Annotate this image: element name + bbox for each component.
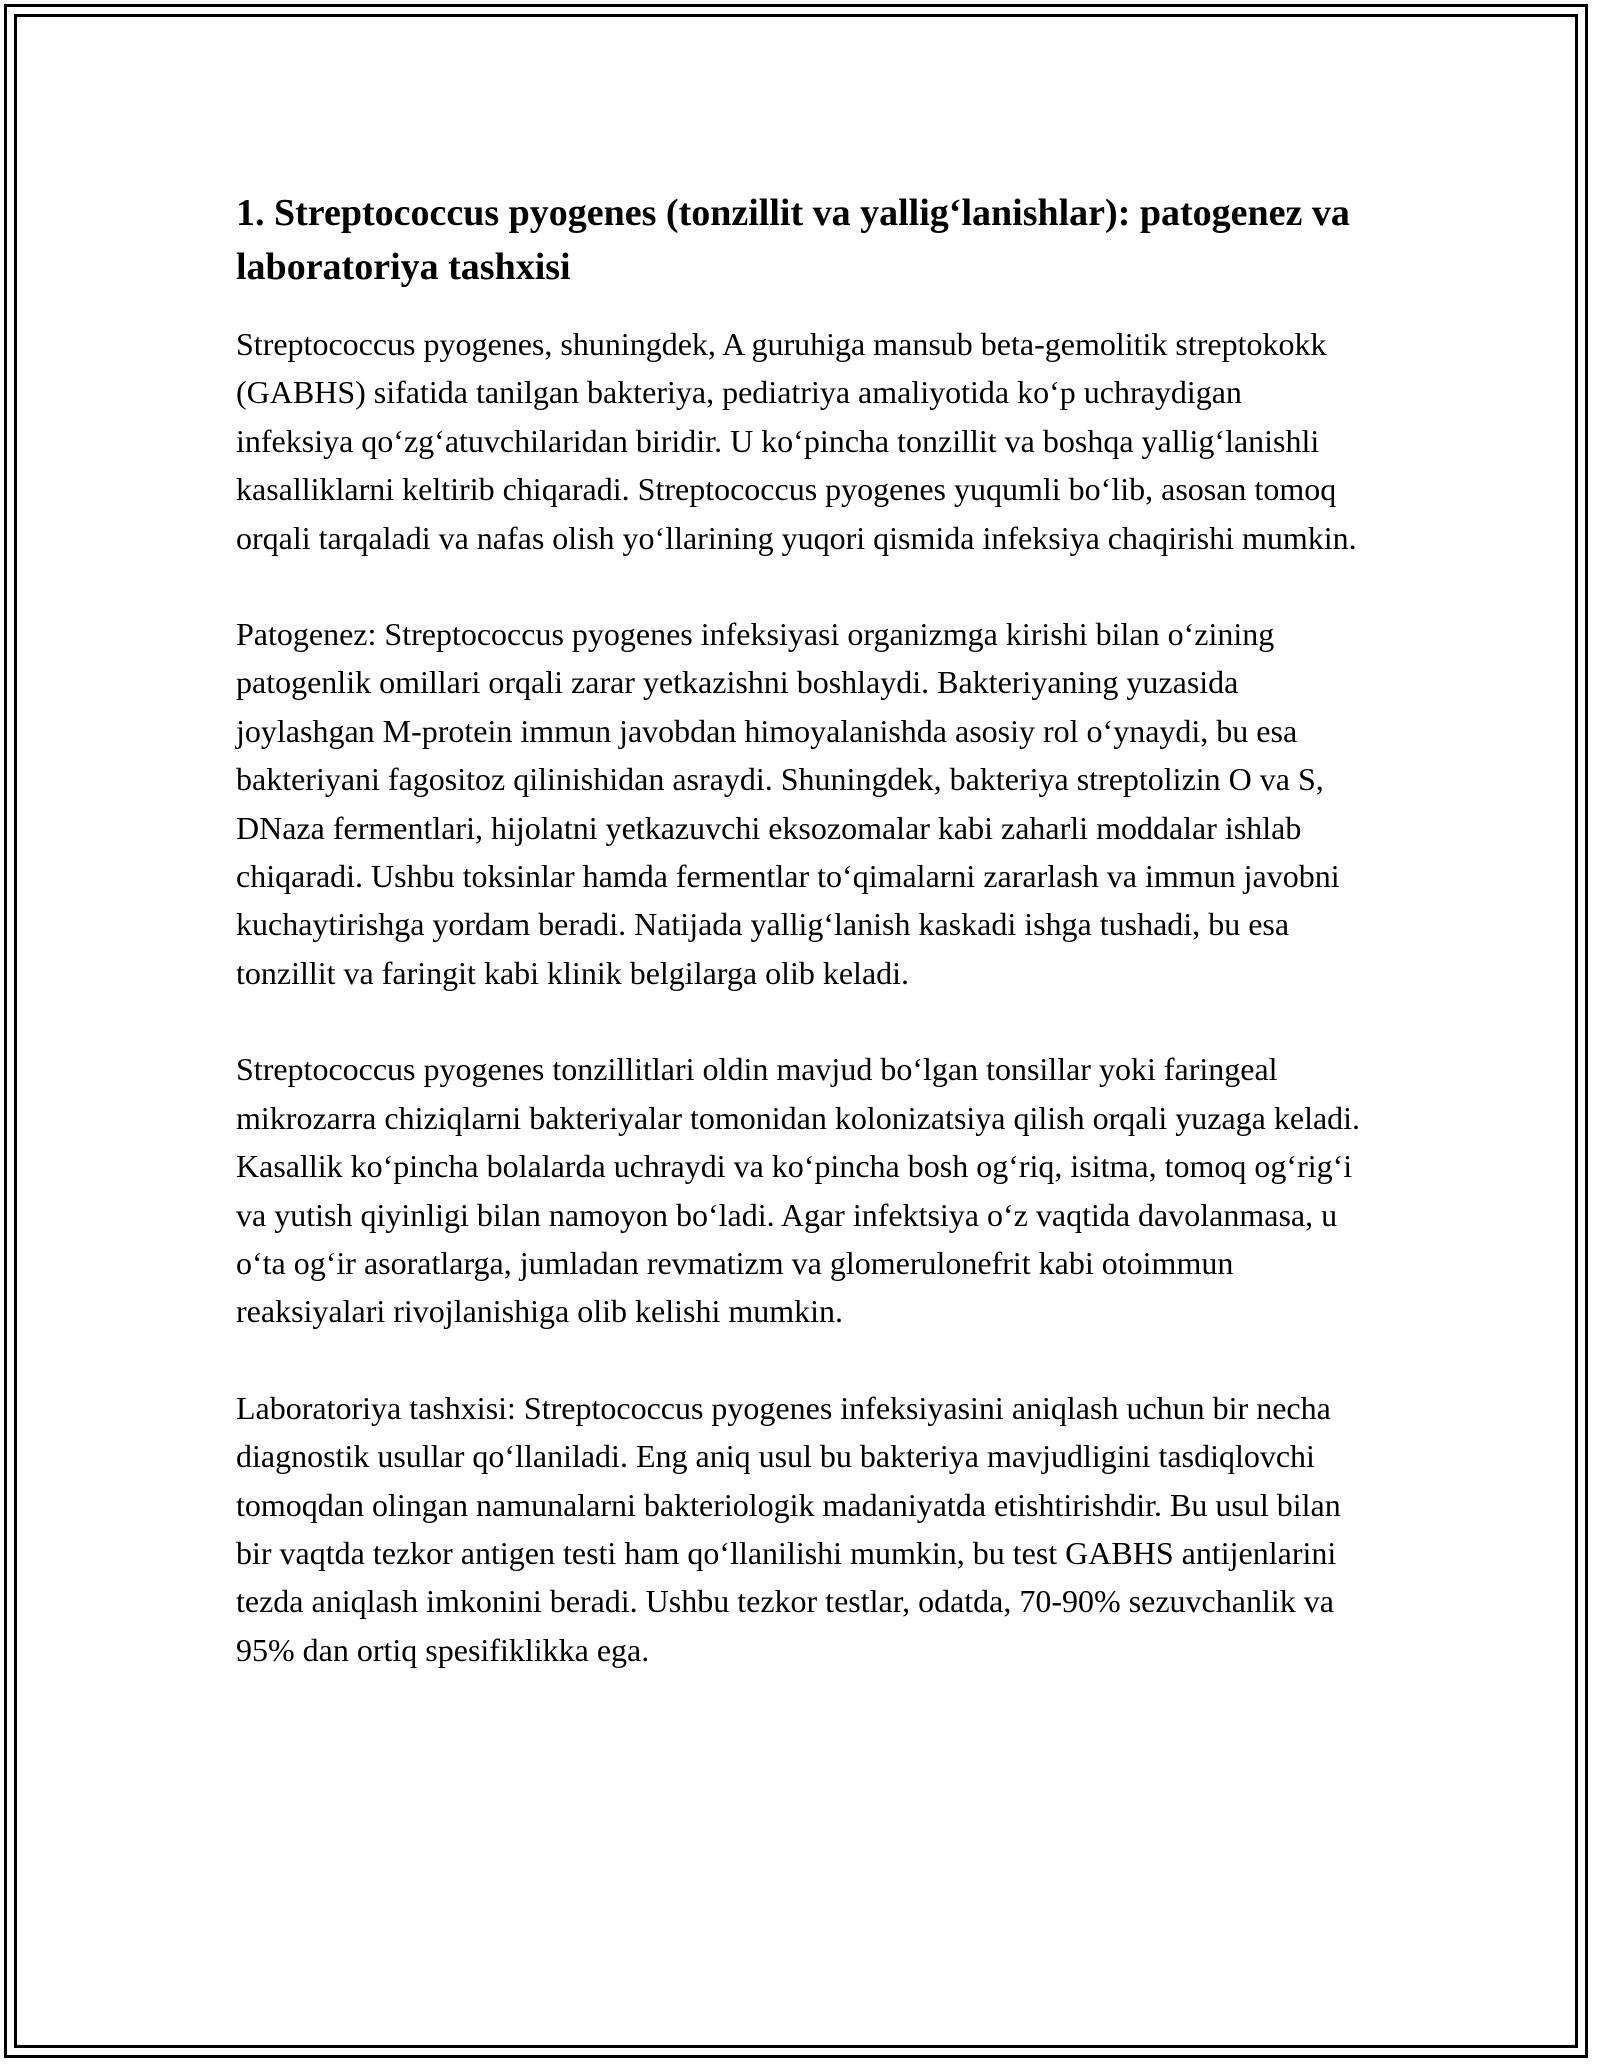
paragraph-tonsillitis: Streptococcus pyogenes tonzillitlari oldin mavjud bo‘lgan tonsillar yoki faringeal mikrozarra chiziqlarni bakteriyalar tomonidan kolonizatsiya qilish orqali yuzaga keladi. Kasallik ko‘pincha bolalarda uchraydi va ko‘pincha bosh og‘riq, isitma, tomoq og‘rig‘i va yutish qiyinligi bilan namoyon bo‘ladi. Agar infektsiya o‘z vaqtida davolanmasa, u o‘ta og‘ir asoratlarga, jumladan revmatizm va glomerulonefrit kabi otoimmun reaksiyalari rivojlanishiga olib kelishi mumkin. bbox=[236, 1051, 1361, 1330]
paragraph-lab-diagnosis: Laboratoriya tashxisi: Streptococcus pyogenes infeksiyasini aniqlash uchun bir necha diagnostik usullar qo‘llaniladi. Eng aniq usul bu bakteriya mavjudligini tasdiqlovchi tomoqdan olingan namunalarni bakteriologik madaniyatda etishtirishdir. Bu usul bilan bir vaqtda tezkor antigen testi ham qo‘llanilishi mumkin, bu test GABHS antijenlarini tezda aniqlash imkonini beradi. Ushbu tezkor testlar, odatda, 70-90% sezuvchanlik va 95% dan ortiq spesifiklikka ega. bbox=[236, 1389, 1341, 1668]
paragraph-intro: Streptococcus pyogenes, shuningdek, A guruhiga mansub beta-gemolitik streptokokk (GABHS) sifatida tanilgan bakteriya, pediatriya amaliyotida ko‘p uchraydigan infeksiya qo‘zg‘atuvchilaridan biridir. U ko‘pincha tonzillit va boshqa yallig‘lanishli kasalliklarni keltirib chiqaradi. Streptococcus pyogenes yuqumli bo‘lib, asosan tomoq orqali tarqaladi va nafas olish yo‘llarining yuqori qismida infeksiya chaqirishi mumkin. bbox=[236, 326, 1357, 556]
paragraph-pathogenesis: Patogenez: Streptococcus pyogenes infeksiyasi organizmga kirishi bilan o‘zining patogenlik omillari orqali zarar yetkazishni boshlaydi. Bakteriyaning yuzasida joylashgan M-protein immun javobdan himoyalanishda asosiy rol o‘ynaydi, bu esa bakteriyani fagositoz qilinishidan asraydi. Shuningdek, bakteriya streptolizin O va S, DNaza fermentlari, hijolatni yetkazuvchi eksozomalar kabi zaharli moddalar ishlab chiqaradi. Ushbu toksinlar hamda fermentlar to‘qimalarni zararlash va immun javobni kuchaytirishga yordam beradi. Natijada yallig‘lanish kaskadi ishga tushadi, bu esa tonzillit va faringit kabi klinik belgilarga olib keladi. bbox=[236, 616, 1340, 991]
document-body bbox=[236, 186, 1366, 1722]
document-title: 1. Streptococcus pyogenes (tonzillit va yallig‘lanishlar): patogenez va laboratoriya tashxisi bbox=[236, 192, 1350, 288]
